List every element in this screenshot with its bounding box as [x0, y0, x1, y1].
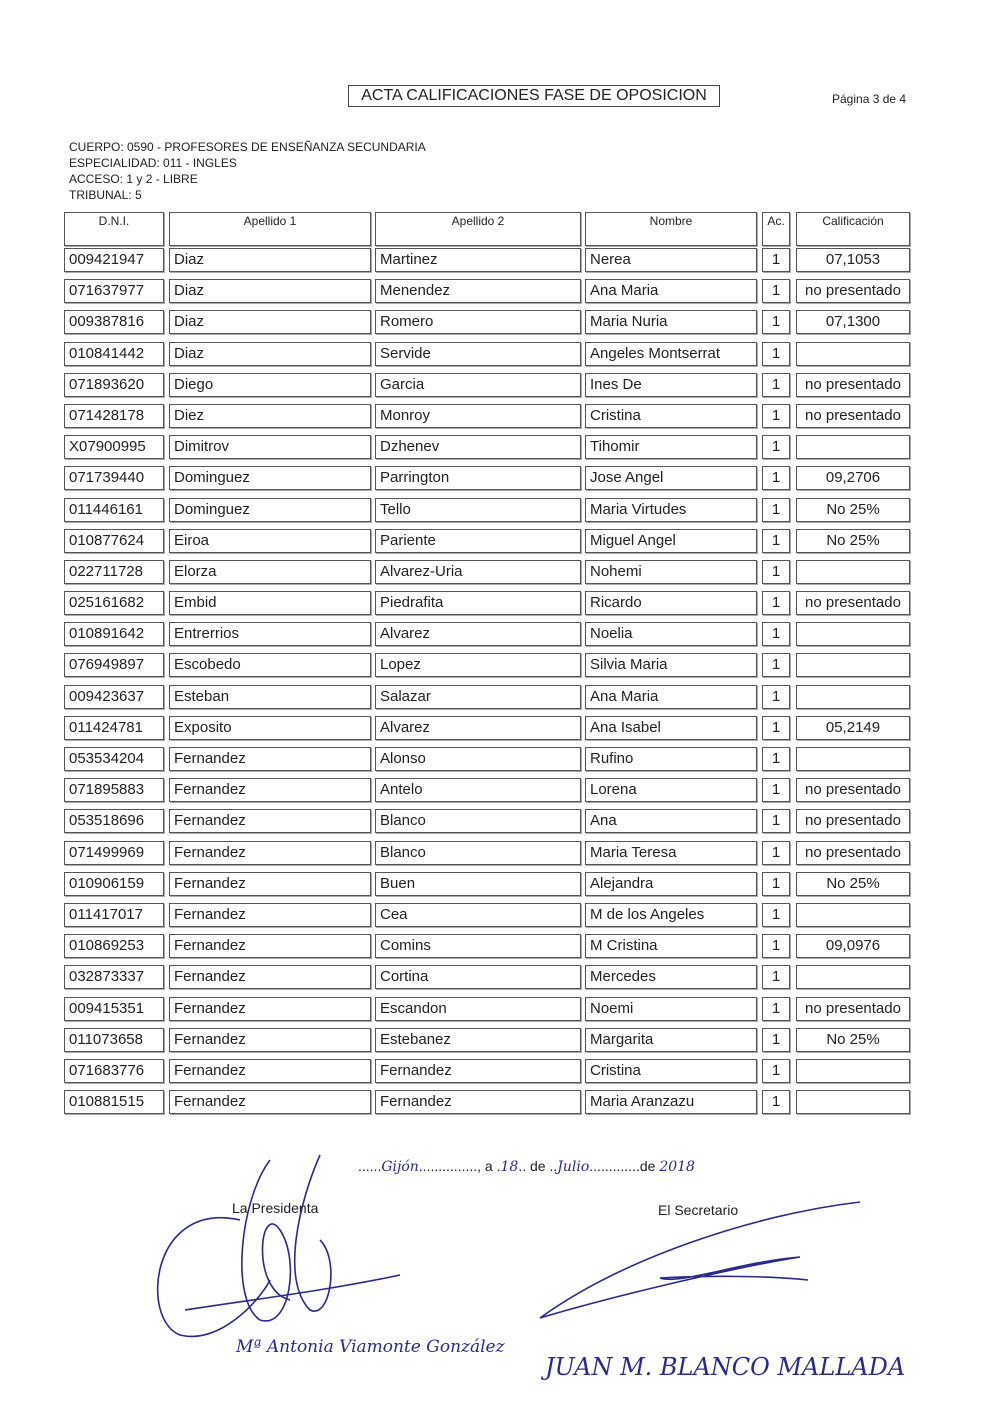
cell-nombre: Ana Maria [585, 685, 757, 709]
col-nombre: Nombre [585, 212, 757, 246]
cell-calificacion: No 25% [796, 872, 910, 896]
cell-apellido2: Fernandez [375, 1059, 581, 1083]
cell-nombre: Ana Maria [585, 279, 757, 303]
cell-apellido1: Embid [169, 591, 371, 615]
cell-dni: 010841442 [64, 342, 164, 366]
cell-apellido2: Cortina [375, 965, 581, 989]
cell-apellido2: Alvarez-Uria [375, 560, 581, 584]
cell-ac: 1 [762, 903, 790, 927]
cell-nombre: Maria Nuria [585, 310, 757, 334]
cell-apellido2: Fernandez [375, 1090, 581, 1114]
cell-apellido1: Fernandez [169, 903, 371, 927]
cell-dni: X07900995 [64, 435, 164, 459]
cell-apellido1: Fernandez [169, 809, 371, 833]
cell-nombre: Silvia Maria [585, 653, 757, 677]
presidenta-label: La Presidenta [232, 1200, 319, 1216]
cell-ac: 1 [762, 560, 790, 584]
cell-ac: 1 [762, 248, 790, 272]
cell-ac: 1 [762, 778, 790, 802]
cell-apellido2: Alonso [375, 747, 581, 771]
cell-apellido1: Fernandez [169, 747, 371, 771]
cell-dni: 071895883 [64, 778, 164, 802]
cell-ac: 1 [762, 997, 790, 1021]
cell-calificacion: 07,1053 [796, 248, 910, 272]
cell-apellido1: Entrerrios [169, 622, 371, 646]
place: Gijón [381, 1159, 419, 1175]
cell-apellido1: Diaz [169, 248, 371, 272]
year: 2018 [659, 1159, 695, 1175]
cell-dni: 009387816 [64, 310, 164, 334]
col-calificacion: Calificación [796, 212, 910, 246]
cell-ac: 1 [762, 529, 790, 553]
cell-dni: 010869253 [64, 934, 164, 958]
cell-nombre: Maria Aranzazu [585, 1090, 757, 1114]
cell-nombre: Alejandra [585, 872, 757, 896]
cell-apellido2: Cea [375, 903, 581, 927]
cell-calificacion: no presentado [796, 778, 910, 802]
cell-ac: 1 [762, 279, 790, 303]
cell-apellido1: Fernandez [169, 841, 371, 865]
cell-nombre: Nohemi [585, 560, 757, 584]
cell-nombre: Angeles Montserrat [585, 342, 757, 366]
cell-calificacion: no presentado [796, 279, 910, 303]
cell-ac: 1 [762, 653, 790, 677]
date-a: , a [477, 1158, 493, 1174]
cell-apellido2: Garcia [375, 373, 581, 397]
date-de-2: de [639, 1158, 656, 1174]
document-title: ACTA CALIFICACIONES FASE DE OPOSICION [348, 85, 720, 107]
cell-dni: 022711728 [64, 560, 164, 584]
cell-dni: 011424781 [64, 716, 164, 740]
cell-ac: 1 [762, 747, 790, 771]
cell-calificacion: no presentado [796, 373, 910, 397]
col-ac: Ac. [762, 212, 790, 246]
presidenta-name: Mª Antonia Viamonte González [236, 1337, 505, 1357]
cell-calificacion: No 25% [796, 529, 910, 553]
cell-apellido1: Fernandez [169, 872, 371, 896]
cell-apellido2: Monroy [375, 404, 581, 428]
cell-apellido2: Martinez [375, 248, 581, 272]
cell-apellido1: Dominguez [169, 498, 371, 522]
cell-dni: 071428178 [64, 404, 164, 428]
acceso: ACCESO: 1 y 2 - LIBRE [69, 172, 198, 186]
cell-apellido2: Menendez [375, 279, 581, 303]
cell-nombre: Noemi [585, 997, 757, 1021]
cell-ac: 1 [762, 591, 790, 615]
cell-ac: 1 [762, 373, 790, 397]
cell-dni: 071683776 [64, 1059, 164, 1083]
cell-nombre: M Cristina [585, 934, 757, 958]
cell-ac: 1 [762, 685, 790, 709]
cell-calificacion: no presentado [796, 591, 910, 615]
cell-apellido2: Piedrafita [375, 591, 581, 615]
cell-dni: 010891642 [64, 622, 164, 646]
cell-apellido1: Exposito [169, 716, 371, 740]
cell-nombre: Ines De [585, 373, 757, 397]
cell-apellido1: Fernandez [169, 1059, 371, 1083]
cell-dni: 011417017 [64, 903, 164, 927]
cell-apellido1: Dimitrov [169, 435, 371, 459]
cell-ac: 1 [762, 1059, 790, 1083]
cell-nombre: Maria Teresa [585, 841, 757, 865]
col-apellido2: Apellido 2 [375, 212, 581, 246]
cell-dni: 032873337 [64, 965, 164, 989]
cell-dni: 011446161 [64, 498, 164, 522]
cell-apellido1: Fernandez [169, 965, 371, 989]
tribunal: TRIBUNAL: 5 [69, 188, 142, 202]
cell-apellido1: Elorza [169, 560, 371, 584]
secretario-name: JUAN M. BLANCO MALLADA [545, 1353, 906, 1381]
day: 18 [500, 1159, 519, 1175]
date-de: de [530, 1158, 546, 1174]
cell-ac: 1 [762, 1028, 790, 1052]
cell-dni: 010906159 [64, 872, 164, 896]
cell-ac: 1 [762, 622, 790, 646]
cell-nombre: M de los Angeles [585, 903, 757, 927]
cell-nombre: Ana Isabel [585, 716, 757, 740]
especialidad: ESPECIALIDAD: 011 - INGLES [69, 156, 237, 170]
cell-nombre: Tihomir [585, 435, 757, 459]
cell-dni: 009421947 [64, 248, 164, 272]
cell-nombre: Mercedes [585, 965, 757, 989]
cell-nombre: Cristina [585, 1059, 757, 1083]
cell-dni: 011073658 [64, 1028, 164, 1052]
cell-ac: 1 [762, 435, 790, 459]
cell-calificacion: 09,0976 [796, 934, 910, 958]
cell-apellido1: Fernandez [169, 1090, 371, 1114]
cell-apellido1: Diego [169, 373, 371, 397]
cell-apellido2: Lopez [375, 653, 581, 677]
cell-apellido1: Eiroa [169, 529, 371, 553]
cell-apellido1: Diaz [169, 342, 371, 366]
cell-nombre: Noelia [585, 622, 757, 646]
cell-apellido2: Servide [375, 342, 581, 366]
cell-nombre: Rufino [585, 747, 757, 771]
cell-apellido2: Parrington [375, 466, 581, 490]
cell-apellido1: Fernandez [169, 997, 371, 1021]
cell-apellido1: Escobedo [169, 653, 371, 677]
cell-apellido2: Buen [375, 872, 581, 896]
cell-calificacion: 07,1300 [796, 310, 910, 334]
cell-apellido1: Dominguez [169, 466, 371, 490]
cell-apellido2: Blanco [375, 809, 581, 833]
cell-ac: 1 [762, 404, 790, 428]
cell-dni: 025161682 [64, 591, 164, 615]
cell-nombre: Jose Angel [585, 466, 757, 490]
cell-ac: 1 [762, 841, 790, 865]
page-number: Página 3 de 4 [832, 92, 907, 106]
cell-apellido2: Escandon [375, 997, 581, 1021]
cell-nombre: Ricardo [585, 591, 757, 615]
cell-calificacion: no presentado [796, 404, 910, 428]
cell-calificacion: no presentado [796, 809, 910, 833]
cell-apellido2: Alvarez [375, 622, 581, 646]
cell-ac: 1 [762, 466, 790, 490]
cell-dni: 053518696 [64, 809, 164, 833]
cell-ac: 1 [762, 872, 790, 896]
cell-nombre: Cristina [585, 404, 757, 428]
cell-ac: 1 [762, 716, 790, 740]
cell-nombre: Ana [585, 809, 757, 833]
cell-calificacion: 05,2149 [796, 716, 910, 740]
cell-apellido2: Pariente [375, 529, 581, 553]
cell-ac: 1 [762, 1090, 790, 1114]
cell-nombre: Lorena [585, 778, 757, 802]
cell-calificacion: no presentado [796, 841, 910, 865]
cell-dni: 010877624 [64, 529, 164, 553]
cell-apellido2: Tello [375, 498, 581, 522]
month: Julio [557, 1159, 590, 1175]
cuerpo: CUERPO: 0590 - PROFESORES DE ENSEÑANZA SECUNDARIA [69, 140, 426, 154]
cell-apellido2: Dzhenev [375, 435, 581, 459]
cell-calificacion: no presentado [796, 997, 910, 1021]
cell-nombre: Nerea [585, 248, 757, 272]
cell-dni: 010881515 [64, 1090, 164, 1114]
cell-dni: 053534204 [64, 747, 164, 771]
secretario-signature [540, 1202, 860, 1318]
cell-apellido1: Diez [169, 404, 371, 428]
cell-apellido1: Esteban [169, 685, 371, 709]
cell-dni: 071893620 [64, 373, 164, 397]
cell-apellido2: Estebanez [375, 1028, 581, 1052]
cell-apellido1: Fernandez [169, 1028, 371, 1052]
cell-calificacion: No 25% [796, 1028, 910, 1052]
cell-nombre: Miguel Angel [585, 529, 757, 553]
cell-apellido2: Comins [375, 934, 581, 958]
cell-ac: 1 [762, 809, 790, 833]
cell-ac: 1 [762, 310, 790, 334]
cell-dni: 076949897 [64, 653, 164, 677]
cell-nombre: Maria Virtudes [585, 498, 757, 522]
secretario-label: El Secretario [658, 1202, 739, 1218]
cell-apellido2: Salazar [375, 685, 581, 709]
cell-apellido2: Antelo [375, 778, 581, 802]
cell-dni: 071739440 [64, 466, 164, 490]
cell-ac: 1 [762, 965, 790, 989]
cell-ac: 1 [762, 934, 790, 958]
col-apellido1: Apellido 1 [169, 212, 371, 246]
date-line: ......Gijón..............., a .18.. de ..Julio.............de 2018 [358, 1158, 695, 1175]
cell-nombre: Margarita [585, 1028, 757, 1052]
presidenta-signature [158, 1155, 400, 1336]
cell-dni: 009423637 [64, 685, 164, 709]
cell-ac: 1 [762, 498, 790, 522]
col-dni: D.N.I. [64, 212, 164, 246]
cell-apellido1: Diaz [169, 310, 371, 334]
cell-ac: 1 [762, 342, 790, 366]
cell-apellido1: Diaz [169, 279, 371, 303]
cell-dni: 071637977 [64, 279, 164, 303]
cell-calificacion: No 25% [796, 498, 910, 522]
cell-apellido2: Alvarez [375, 716, 581, 740]
cell-apellido1: Fernandez [169, 934, 371, 958]
cell-apellido2: Blanco [375, 841, 581, 865]
cell-calificacion: 09,2706 [796, 466, 910, 490]
cell-dni: 009415351 [64, 997, 164, 1021]
cell-apellido2: Romero [375, 310, 581, 334]
cell-apellido1: Fernandez [169, 778, 371, 802]
cell-dni: 071499969 [64, 841, 164, 865]
